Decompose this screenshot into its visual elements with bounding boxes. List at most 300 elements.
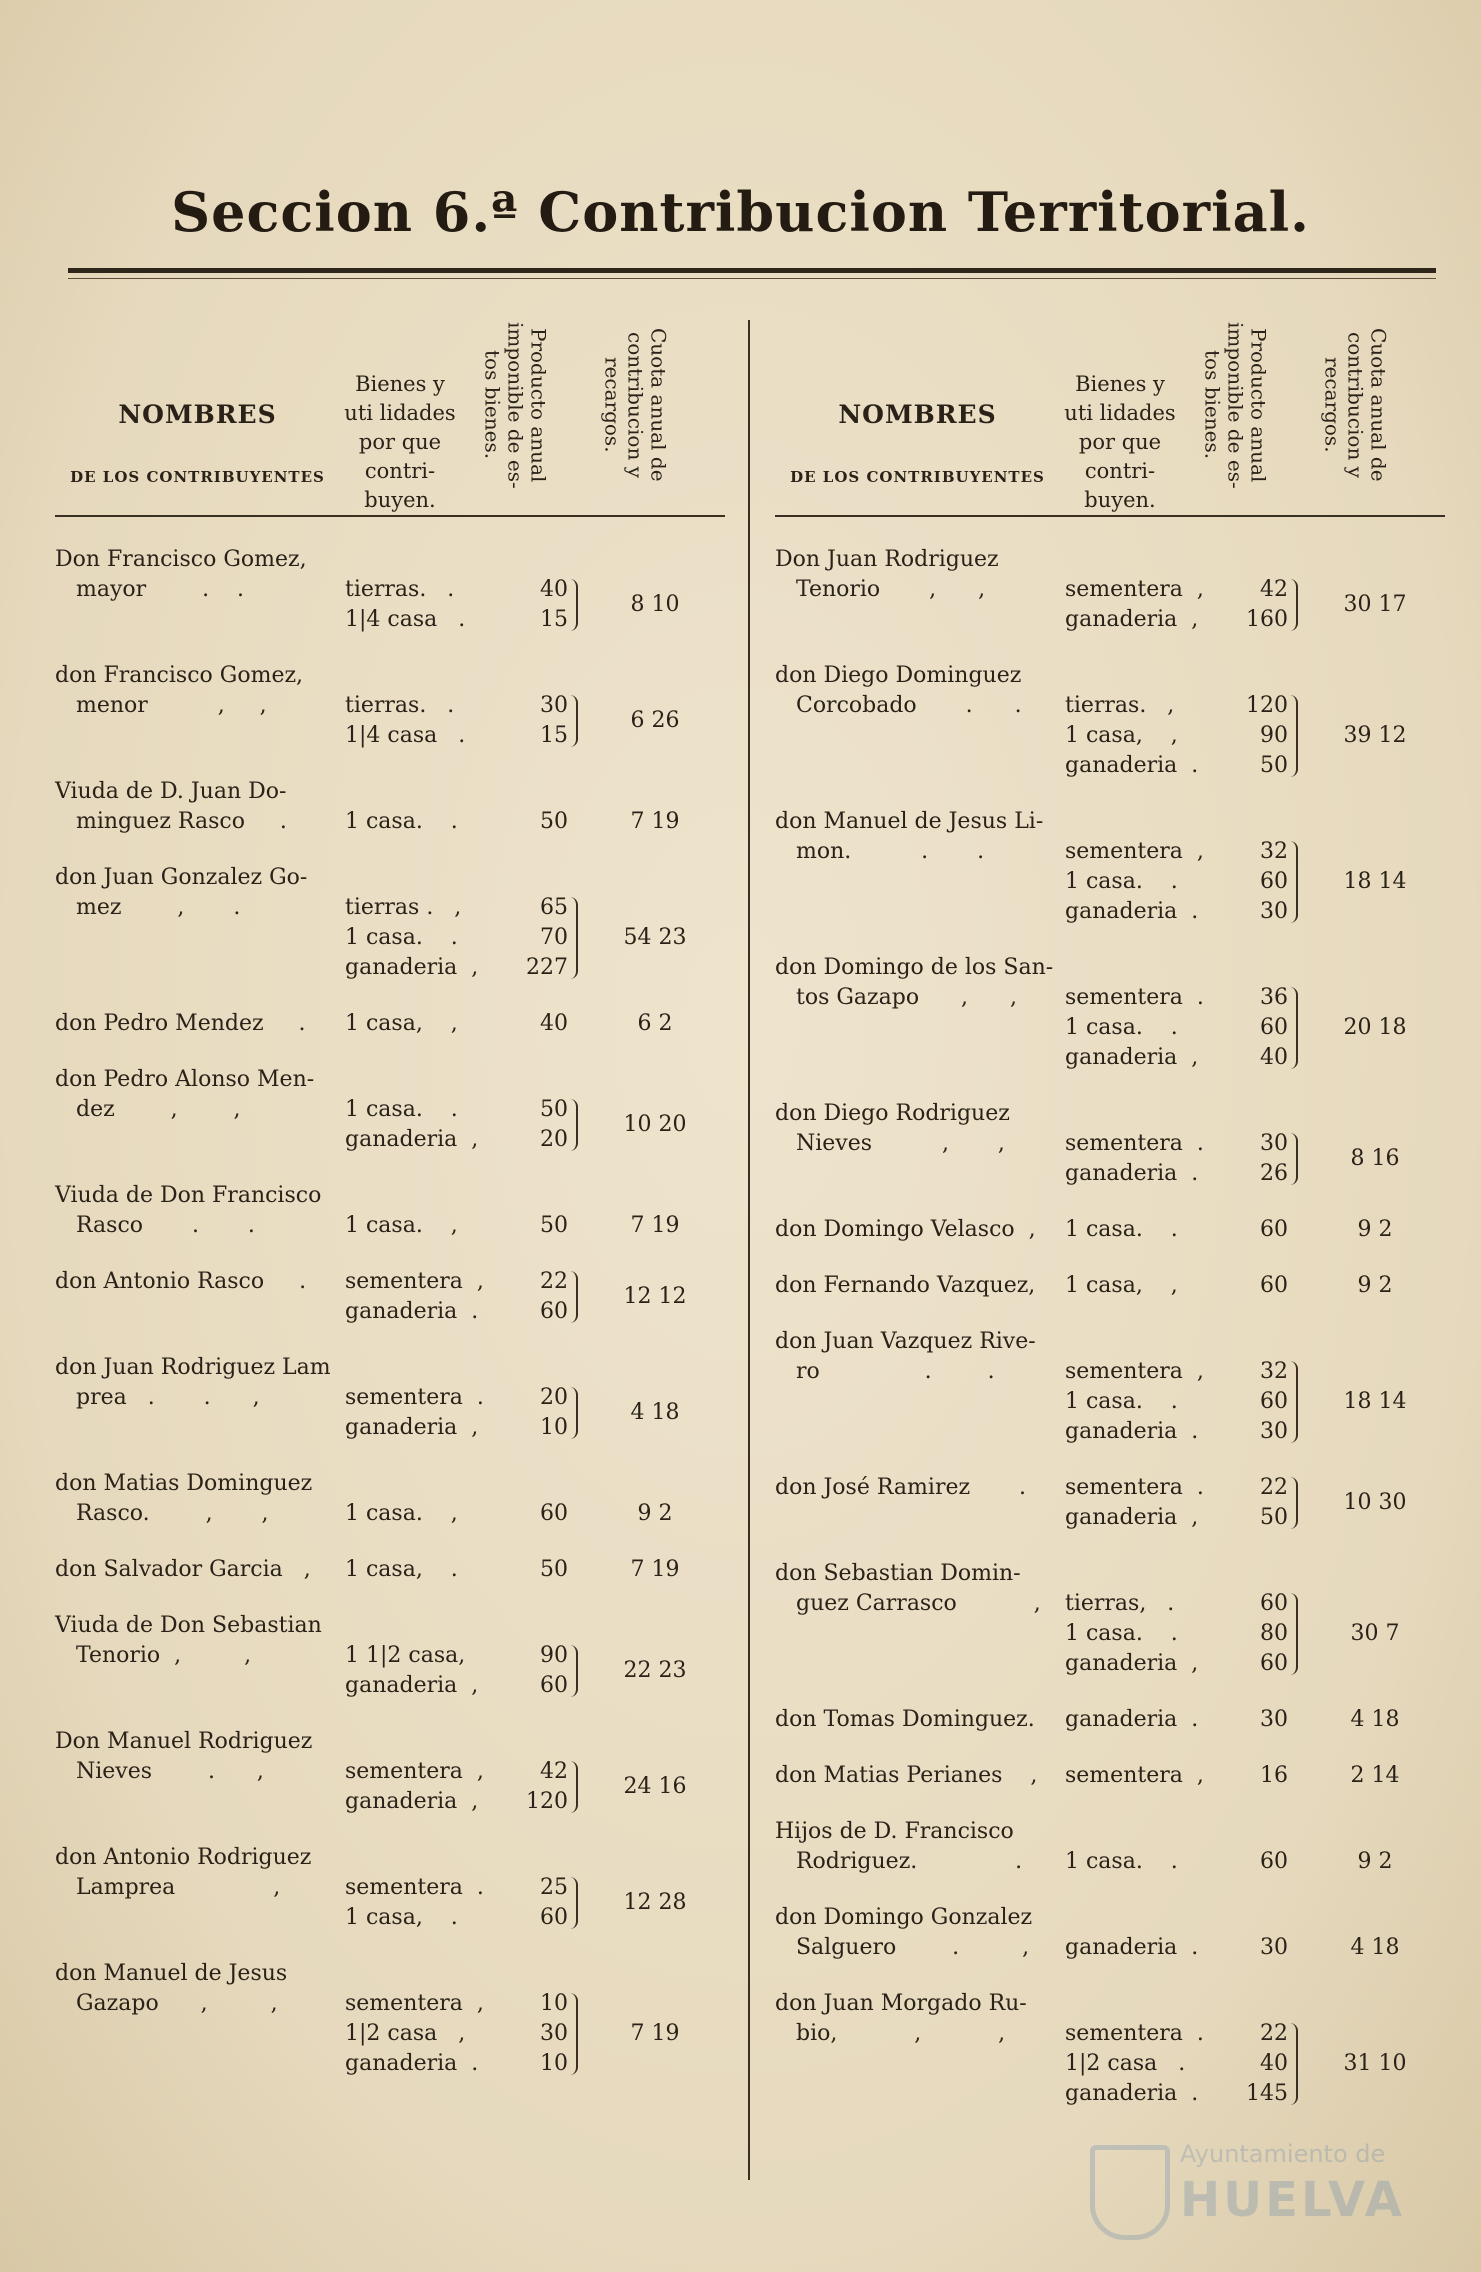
property-type: 1 casa. . bbox=[1065, 1389, 1178, 1414]
contributor-entry bbox=[55, 1555, 725, 1585]
header-cuota: Cuota anual de contribucion y recargos. bbox=[600, 328, 671, 482]
contributor-entry bbox=[55, 661, 725, 751]
property-row bbox=[1065, 1705, 1310, 1735]
annual-product-value: 120 bbox=[526, 1789, 568, 1814]
property-row bbox=[345, 953, 590, 983]
annual-product-value: 227 bbox=[526, 955, 568, 980]
grouping-brace bbox=[1290, 1133, 1298, 1185]
annual-product-value: 50 bbox=[540, 1557, 568, 1582]
annual-product-value: 60 bbox=[1260, 1389, 1288, 1414]
annual-quota: 9 2 bbox=[1357, 1273, 1393, 1298]
title-rule-thin bbox=[68, 278, 1436, 279]
annual-product-value: 80 bbox=[1260, 1621, 1288, 1646]
property-list bbox=[345, 1009, 590, 1039]
grouping-brace bbox=[570, 897, 578, 979]
contributor-name: don Juan Gonzalez Go- mez , . bbox=[55, 865, 308, 920]
contributor-entry bbox=[775, 1327, 1445, 1447]
annual-product-value: 60 bbox=[1260, 869, 1288, 894]
annual-quota: 39 12 bbox=[1343, 723, 1407, 748]
grouping-brace bbox=[570, 1099, 578, 1151]
property-row bbox=[1065, 691, 1310, 721]
title-rule bbox=[68, 268, 1436, 273]
property-row bbox=[345, 1671, 590, 1701]
property-row bbox=[345, 1413, 590, 1443]
property-row bbox=[1065, 1387, 1310, 1417]
property-list bbox=[345, 1211, 590, 1241]
property-row bbox=[345, 2019, 590, 2049]
property-row bbox=[1065, 1847, 1310, 1877]
property-type: sementera , bbox=[345, 1991, 484, 2016]
property-type: ganaderia , bbox=[345, 1673, 479, 1698]
property-row bbox=[1065, 575, 1310, 605]
annual-quota: 20 18 bbox=[1343, 1015, 1407, 1040]
property-list bbox=[345, 575, 590, 635]
property-type: ganaderia . bbox=[1065, 753, 1199, 778]
property-list bbox=[1065, 1933, 1310, 1963]
left-table-header bbox=[55, 300, 725, 517]
property-list bbox=[345, 807, 590, 837]
header-bienes: Bienes y uti lidades por que contri- buyen. bbox=[1064, 372, 1176, 512]
annual-product-value: 32 bbox=[1260, 839, 1288, 864]
property-type: 1|2 casa , bbox=[345, 2021, 466, 2046]
contributor-entry bbox=[55, 1065, 725, 1155]
annual-product-value: 120 bbox=[1246, 693, 1288, 718]
annual-product-value: 60 bbox=[1260, 1217, 1288, 1242]
property-list bbox=[345, 1267, 590, 1327]
property-type: 1 casa, , bbox=[1065, 723, 1178, 748]
annual-quota: 31 10 bbox=[1343, 2051, 1407, 2076]
contributor-entry bbox=[55, 1009, 725, 1039]
property-type: tierras . , bbox=[345, 895, 462, 920]
stamp-line1: Ayuntamiento de bbox=[1180, 2140, 1386, 2168]
property-type: tierras, . bbox=[1065, 1591, 1175, 1616]
annual-product-value: 60 bbox=[540, 1299, 568, 1324]
annual-product-value: 60 bbox=[540, 1501, 568, 1526]
property-row bbox=[1065, 751, 1310, 781]
property-list bbox=[345, 1499, 590, 1529]
contributor-entry bbox=[55, 1843, 725, 1933]
property-row bbox=[1065, 1619, 1310, 1649]
grouping-brace bbox=[570, 695, 578, 747]
property-type: 1 casa. . bbox=[345, 925, 458, 950]
annual-quota: 7 19 bbox=[630, 1557, 680, 1582]
contributor-entry bbox=[55, 1181, 725, 1241]
property-type: sementera . bbox=[1065, 985, 1204, 1010]
annual-quota: 30 7 bbox=[1350, 1621, 1400, 1646]
contributor-entry bbox=[775, 1903, 1445, 1963]
annual-product-value: 40 bbox=[1260, 1045, 1288, 1070]
contributor-name: Don Juan Rodriguez Tenorio , , bbox=[775, 547, 999, 602]
property-type: tierras. . bbox=[345, 693, 455, 718]
property-row bbox=[345, 1873, 590, 1903]
header-names-sub: DE LOS CONTRIBUYENTES bbox=[70, 468, 325, 486]
property-row bbox=[345, 605, 590, 635]
property-row bbox=[1065, 837, 1310, 867]
property-type: ganaderia . bbox=[1065, 899, 1199, 924]
contributor-name: don Salvador Garcia , bbox=[55, 1557, 311, 1582]
property-list bbox=[1065, 837, 1310, 927]
annual-product-value: 10 bbox=[540, 2051, 568, 2076]
property-row bbox=[1065, 867, 1310, 897]
property-row bbox=[1065, 1129, 1310, 1159]
property-type: sementera . bbox=[345, 1385, 484, 1410]
annual-quota: 54 23 bbox=[623, 925, 687, 950]
property-list bbox=[1065, 575, 1310, 635]
annual-product-value: 16 bbox=[1260, 1763, 1288, 1788]
property-type: 1 casa. , bbox=[345, 1213, 458, 1238]
property-list bbox=[1065, 1129, 1310, 1189]
contributor-entry bbox=[55, 545, 725, 635]
property-row bbox=[345, 2049, 590, 2079]
property-type: sementera , bbox=[1065, 1359, 1204, 1384]
property-list bbox=[345, 1873, 590, 1933]
grouping-brace bbox=[570, 1271, 578, 1323]
annual-product-value: 20 bbox=[540, 1127, 568, 1152]
column-separator bbox=[748, 320, 750, 2180]
grouping-brace bbox=[1290, 1361, 1298, 1443]
annual-product-value: 22 bbox=[1260, 1475, 1288, 1500]
property-type: 1|4 casa . bbox=[345, 607, 466, 632]
annual-quota: 7 19 bbox=[630, 809, 680, 834]
annual-product-value: 40 bbox=[1260, 2051, 1288, 2076]
property-list bbox=[1065, 1357, 1310, 1447]
contributor-name: Viuda de D. Juan Do- minguez Rasco . bbox=[55, 779, 287, 834]
property-row bbox=[345, 1297, 590, 1327]
contributor-entry bbox=[775, 1271, 1445, 1301]
annual-product-value: 32 bbox=[1260, 1359, 1288, 1384]
property-row bbox=[1065, 1417, 1310, 1447]
contributor-entry bbox=[775, 661, 1445, 781]
property-type: 1 casa. . bbox=[345, 1097, 458, 1122]
property-type: tierras. . bbox=[345, 577, 455, 602]
annual-product-value: 60 bbox=[1260, 1273, 1288, 1298]
property-list bbox=[345, 691, 590, 751]
annual-product-value: 60 bbox=[1260, 1849, 1288, 1874]
property-type: 1 casa. , bbox=[345, 1501, 458, 1526]
contributor-entry bbox=[55, 1267, 725, 1327]
contributor-entry bbox=[55, 1727, 725, 1817]
property-type: 1 casa, , bbox=[1065, 1273, 1178, 1298]
contributor-name: don Juan Rodriguez Lam prea . . , bbox=[55, 1355, 331, 1410]
property-row bbox=[1065, 2079, 1310, 2109]
grouping-brace bbox=[1290, 841, 1298, 923]
contributor-name: don Domingo de los San- tos Gazapo , , bbox=[775, 955, 1054, 1010]
contributor-name: don Domingo Gonzalez Salguero . , bbox=[775, 1905, 1033, 1960]
header-names: NOMBRES bbox=[838, 400, 997, 429]
annual-quota: 10 20 bbox=[623, 1112, 687, 1137]
annual-quota: 12 12 bbox=[623, 1284, 687, 1309]
property-row bbox=[345, 1757, 590, 1787]
annual-quota: 8 10 bbox=[630, 592, 680, 617]
property-row bbox=[345, 1267, 590, 1297]
contributor-entry bbox=[775, 1099, 1445, 1189]
grouping-brace bbox=[570, 1877, 578, 1929]
right-table-header bbox=[775, 300, 1445, 517]
grouping-brace bbox=[570, 1387, 578, 1439]
property-row bbox=[1065, 897, 1310, 927]
property-type: ganaderia . bbox=[1065, 1161, 1199, 1186]
annual-quota: 9 2 bbox=[637, 1501, 673, 1526]
contributor-entry bbox=[775, 953, 1445, 1073]
annual-product-value: 36 bbox=[1260, 985, 1288, 1010]
property-row bbox=[1065, 1215, 1310, 1245]
property-row bbox=[345, 721, 590, 751]
annual-product-value: 30 bbox=[1260, 899, 1288, 924]
property-list bbox=[1065, 1473, 1310, 1533]
annual-quota: 30 17 bbox=[1343, 592, 1407, 617]
property-type: sementera , bbox=[345, 1269, 484, 1294]
annual-product-value: 15 bbox=[540, 607, 568, 632]
annual-quota: 2 14 bbox=[1350, 1763, 1400, 1788]
annual-quota: 4 18 bbox=[1350, 1707, 1400, 1732]
property-list bbox=[345, 1989, 590, 2079]
property-row bbox=[1065, 721, 1310, 751]
contributor-entry bbox=[55, 1611, 725, 1701]
property-type: sementera , bbox=[1065, 1763, 1204, 1788]
header-names: NOMBRES bbox=[118, 400, 277, 429]
annual-product-value: 50 bbox=[540, 1097, 568, 1122]
annual-quota: 6 2 bbox=[637, 1011, 673, 1036]
property-type: ganaderia . bbox=[345, 2051, 479, 2076]
property-type: ganaderia , bbox=[345, 1789, 479, 1814]
grouping-brace bbox=[570, 1993, 578, 2075]
property-list bbox=[1065, 691, 1310, 781]
annual-product-value: 22 bbox=[1260, 2021, 1288, 2046]
property-type: sementera , bbox=[1065, 839, 1204, 864]
property-row bbox=[1065, 1589, 1310, 1619]
property-type: ganaderia . bbox=[345, 1299, 479, 1324]
property-row bbox=[1065, 1043, 1310, 1073]
header-producto: Producto anual imponible de es- tos bienes. bbox=[1200, 321, 1271, 489]
property-type: 1|2 casa . bbox=[1065, 2051, 1186, 2076]
contributor-name: don Matias Dominguez Rasco. , , bbox=[55, 1471, 313, 1526]
property-list bbox=[1065, 2019, 1310, 2109]
property-type: ganaderia , bbox=[1065, 607, 1199, 632]
annual-quota: 4 18 bbox=[1350, 1935, 1400, 1960]
property-row bbox=[1065, 1761, 1310, 1791]
annual-product-value: 50 bbox=[540, 809, 568, 834]
contributor-name: Hijos de D. Francisco Rodriguez. . bbox=[775, 1819, 1023, 1874]
contributor-entry bbox=[55, 1353, 725, 1443]
property-type: 1 casa, , bbox=[345, 1011, 458, 1036]
property-list bbox=[345, 1757, 590, 1817]
property-list bbox=[345, 1555, 590, 1585]
property-row bbox=[1065, 983, 1310, 1013]
watermark-stamp bbox=[1070, 2140, 1410, 2240]
property-row bbox=[1065, 1013, 1310, 1043]
property-row bbox=[1065, 1473, 1310, 1503]
property-type: tierras. , bbox=[1065, 693, 1175, 718]
contributor-name: don José Ramirez . bbox=[775, 1475, 1027, 1500]
contributor-entry bbox=[775, 807, 1445, 927]
grouping-brace bbox=[570, 579, 578, 631]
contributor-name: don Pedro Alonso Men- dez , , bbox=[55, 1067, 315, 1122]
annual-product-value: 70 bbox=[540, 925, 568, 950]
grouping-brace bbox=[1290, 695, 1298, 777]
page-title: Seccion 6.ª Contribucion Territorial. bbox=[171, 180, 1310, 244]
contributor-entry bbox=[775, 1473, 1445, 1533]
annual-quota: 6 26 bbox=[630, 708, 680, 733]
contributor-name: don Manuel de Jesus Gazapo , , bbox=[55, 1961, 288, 2016]
property-type: ganaderia , bbox=[345, 1127, 479, 1152]
annual-product-value: 90 bbox=[1260, 723, 1288, 748]
contributor-entry bbox=[775, 1705, 1445, 1735]
contributor-name: don Domingo Velasco , bbox=[775, 1217, 1036, 1242]
property-row bbox=[345, 1125, 590, 1155]
contributor-entry bbox=[775, 1989, 1445, 2109]
property-row bbox=[345, 691, 590, 721]
annual-product-value: 60 bbox=[1260, 1015, 1288, 1040]
property-row bbox=[1065, 1357, 1310, 1387]
contributor-name: don Juan Morgado Ru- bio, , , bbox=[775, 1991, 1027, 2046]
grouping-brace bbox=[1290, 2023, 1298, 2105]
property-type: 1|4 casa . bbox=[345, 723, 466, 748]
annual-quota: 9 2 bbox=[1357, 1217, 1393, 1242]
contributor-name: don Diego Dominguez Corcobado . . bbox=[775, 663, 1022, 718]
contributor-name: Viuda de Don Francisco Rasco . . bbox=[55, 1183, 322, 1238]
contributor-entry bbox=[55, 1469, 725, 1529]
annual-product-value: 30 bbox=[1260, 1707, 1288, 1732]
contributor-name: don Francisco Gomez, menor , , bbox=[55, 663, 304, 718]
annual-quota: 8 16 bbox=[1350, 1146, 1400, 1171]
annual-product-value: 10 bbox=[540, 1415, 568, 1440]
annual-product-value: 26 bbox=[1260, 1161, 1288, 1186]
property-type: sementera . bbox=[1065, 1131, 1204, 1156]
contributor-entry bbox=[775, 1817, 1445, 1877]
property-type: ganaderia , bbox=[1065, 1045, 1199, 1070]
annual-product-value: 30 bbox=[1260, 1935, 1288, 1960]
annual-product-value: 40 bbox=[540, 1011, 568, 1036]
contributor-entry bbox=[55, 777, 725, 837]
property-row bbox=[1065, 2049, 1310, 2079]
annual-product-value: 15 bbox=[540, 723, 568, 748]
property-type: ganaderia , bbox=[345, 955, 479, 980]
property-row bbox=[1065, 1933, 1310, 1963]
property-row bbox=[345, 1009, 590, 1039]
property-row bbox=[1065, 1503, 1310, 1533]
annual-product-value: 42 bbox=[1260, 577, 1288, 602]
property-list bbox=[1065, 983, 1310, 1073]
left-column bbox=[55, 300, 725, 2076]
property-type: 1 casa. . bbox=[1065, 1621, 1178, 1646]
annual-product-value: 40 bbox=[540, 577, 568, 602]
property-list bbox=[1065, 1215, 1310, 1245]
annual-quota: 9 2 bbox=[1357, 1849, 1393, 1874]
annual-product-value: 60 bbox=[1260, 1591, 1288, 1616]
property-list bbox=[1065, 1705, 1310, 1735]
grouping-brace bbox=[1290, 579, 1298, 631]
contributor-name: don Manuel de Jesus Li- mon. . . bbox=[775, 809, 1044, 864]
annual-quota: 18 14 bbox=[1343, 1389, 1407, 1414]
contributor-entry bbox=[775, 545, 1445, 635]
contributor-name: don Diego Rodriguez Nieves , , bbox=[775, 1101, 1010, 1156]
property-row bbox=[345, 893, 590, 923]
property-row bbox=[345, 1989, 590, 2019]
contributor-name: don Fernando Vazquez, bbox=[775, 1273, 1036, 1298]
annual-product-value: 42 bbox=[540, 1759, 568, 1784]
property-row bbox=[1065, 1271, 1310, 1301]
contributor-entry bbox=[775, 1761, 1445, 1791]
property-row bbox=[345, 923, 590, 953]
annual-product-value: 22 bbox=[540, 1269, 568, 1294]
annual-product-value: 30 bbox=[1260, 1419, 1288, 1444]
property-row bbox=[1065, 2019, 1310, 2049]
contributor-name: Don Francisco Gomez, mayor . . bbox=[55, 547, 307, 602]
annual-product-value: 90 bbox=[540, 1643, 568, 1668]
property-row bbox=[345, 575, 590, 605]
property-list bbox=[1065, 1271, 1310, 1301]
annual-product-value: 65 bbox=[540, 895, 568, 920]
header-cuota: Cuota anual de contribucion y recargos. bbox=[1320, 328, 1391, 482]
property-type: 1 1|2 casa, bbox=[345, 1643, 466, 1668]
annual-quota: 7 19 bbox=[630, 2021, 680, 2046]
annual-product-value: 25 bbox=[540, 1875, 568, 1900]
property-type: 1 casa, . bbox=[345, 1557, 458, 1582]
shield-icon bbox=[1090, 2145, 1170, 2240]
property-row bbox=[345, 1555, 590, 1585]
stamp-line2: HUELVA bbox=[1180, 2172, 1405, 2228]
grouping-brace bbox=[1290, 1593, 1298, 1675]
contributor-entry bbox=[55, 1959, 725, 2079]
annual-quota: 7 19 bbox=[630, 1213, 680, 1238]
contributor-entry bbox=[775, 1559, 1445, 1679]
property-list bbox=[345, 893, 590, 983]
annual-product-value: 60 bbox=[540, 1905, 568, 1930]
grouping-brace bbox=[1290, 987, 1298, 1069]
property-type: 1 casa. . bbox=[1065, 1849, 1178, 1874]
annual-product-value: 60 bbox=[1260, 1651, 1288, 1676]
property-type: ganaderia . bbox=[1065, 2081, 1199, 2106]
property-type: sementera , bbox=[1065, 577, 1204, 602]
annual-product-value: 60 bbox=[540, 1673, 568, 1698]
annual-product-value: 50 bbox=[1260, 753, 1288, 778]
contributor-name: don Juan Vazquez Rive- ro . . bbox=[775, 1329, 1036, 1384]
header-producto: Producto anual imponible de es- tos bienes. bbox=[480, 321, 551, 489]
annual-product-value: 20 bbox=[540, 1385, 568, 1410]
property-type: ganaderia . bbox=[1065, 1419, 1199, 1444]
header-names-sub: DE LOS CONTRIBUYENTES bbox=[790, 468, 1045, 486]
property-type: 1 casa. . bbox=[1065, 869, 1178, 894]
contributor-name: Don Manuel Rodriguez Nieves . , bbox=[55, 1729, 313, 1784]
contributor-name: don Sebastian Domin- guez Carrasco , bbox=[775, 1561, 1041, 1616]
property-type: sementera . bbox=[1065, 2021, 1204, 2046]
property-list bbox=[345, 1383, 590, 1443]
property-type: sementera . bbox=[1065, 1475, 1204, 1500]
property-list bbox=[1065, 1847, 1310, 1877]
property-list bbox=[345, 1641, 590, 1701]
property-type: ganaderia , bbox=[1065, 1651, 1199, 1676]
annual-product-value: 160 bbox=[1246, 607, 1288, 632]
property-row bbox=[1065, 1159, 1310, 1189]
annual-product-value: 50 bbox=[1260, 1505, 1288, 1530]
annual-quota: 12 28 bbox=[623, 1890, 687, 1915]
property-row bbox=[345, 1787, 590, 1817]
property-row bbox=[345, 1641, 590, 1671]
property-type: 1 casa. . bbox=[1065, 1217, 1178, 1242]
property-list bbox=[1065, 1761, 1310, 1791]
property-list bbox=[1065, 1589, 1310, 1679]
annual-quota: 22 23 bbox=[623, 1658, 687, 1683]
property-type: 1 casa. . bbox=[1065, 1015, 1178, 1040]
property-type: ganaderia , bbox=[345, 1415, 479, 1440]
property-row bbox=[1065, 605, 1310, 635]
annual-product-value: 50 bbox=[540, 1213, 568, 1238]
property-row bbox=[345, 807, 590, 837]
annual-quota: 10 30 bbox=[1343, 1490, 1407, 1515]
header-bienes: Bienes y uti lidades por que contri- buyen. bbox=[344, 372, 456, 512]
property-type: 1 casa, . bbox=[345, 1905, 458, 1930]
grouping-brace bbox=[1290, 1477, 1298, 1529]
